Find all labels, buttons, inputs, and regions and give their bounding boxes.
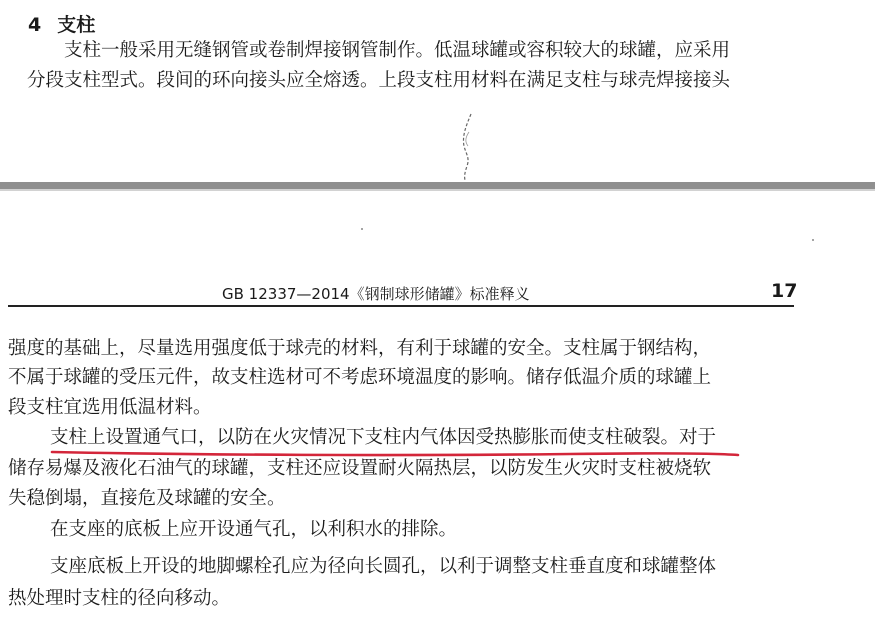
top-text-line-1: 支柱一般采用无缝钢管或卷制焊接钢管制作。低温球罐或容积较大的球罐，应采用 (64, 40, 731, 61)
body-line: 储存易爆及液化石油气的球罐，支柱还应设置耐火隔热层，以防发生火灾时支柱被烧软 (8, 458, 712, 479)
body-line: 强度的基础上，尽量选用强度低于球壳的材料，有利于球罐的安全。支柱属于钢结构， (8, 338, 712, 359)
body-line: 失稳倒塌，直接危及球罐的安全。 (8, 488, 286, 509)
emphasized-sentence: 支柱上设置通气口，以防在火灾情况下支柱内气体因受热膨胀而使支柱破裂。 (50, 427, 680, 448)
header-rule (8, 305, 794, 307)
section-number: 4 (28, 14, 42, 36)
body-line: 不属于球罐的受压元件，故支柱选材可不考虑环境温度的影响。储存低温介质的球罐上 (8, 367, 712, 388)
body-line: 在支座的底板上应开设通气孔，以利积水的排除。 (50, 519, 458, 540)
section-heading (28, 10, 95, 37)
scan-speck (812, 239, 814, 241)
body-line: 段支柱宜选用低温材料。 (8, 397, 212, 418)
top-text-line-2: 分段支柱型式。段间的环向接头应全熔透。上段支柱用材料在满足支柱与球壳焊接接头 (27, 70, 731, 91)
body-line: 支座底板上开设的地脚螺栓孔应为径向长圆孔，以利于调整支柱垂直度和球罐整体 (50, 556, 717, 577)
body-line-emphasis (50, 426, 716, 450)
page-separator-shadow (0, 189, 875, 191)
section-title: 支柱 (57, 14, 96, 36)
page-separator (0, 182, 875, 189)
scan-speck (361, 228, 363, 230)
running-head: GB 12337—2014《钢制球形储罐》标准释义 (222, 285, 530, 303)
body-text-continuation: 对于 (679, 427, 717, 448)
page-number: 17 (771, 280, 798, 302)
body-line: 热处理时支柱的径向移动。 (8, 588, 231, 609)
pencil-mark (456, 112, 480, 182)
